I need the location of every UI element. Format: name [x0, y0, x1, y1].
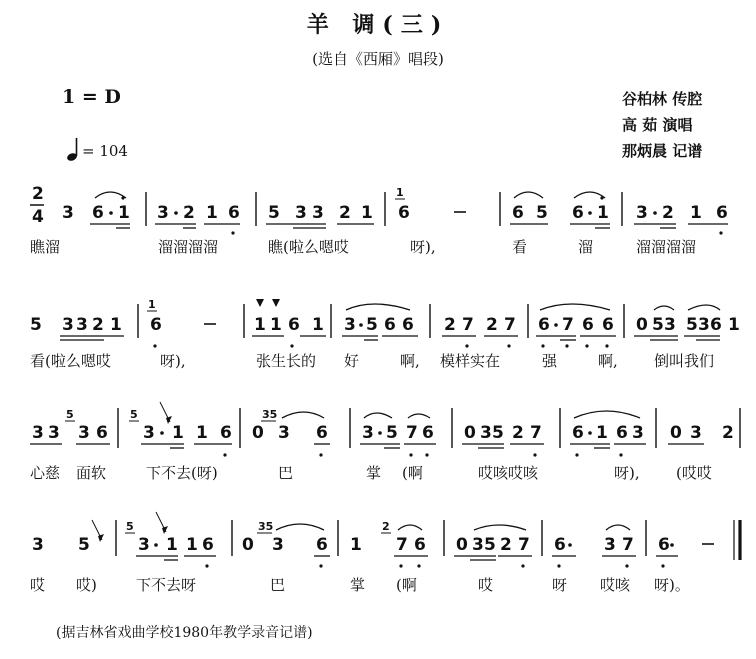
svg-text:3: 3	[76, 315, 88, 335]
svg-text:2: 2	[382, 520, 390, 533]
svg-text:1: 1	[728, 315, 740, 335]
lyric-text: 下不去(呀)	[146, 464, 218, 482]
svg-text:1: 1	[350, 535, 362, 555]
svg-text:3: 3	[344, 315, 356, 335]
key-signature: 1 = D	[62, 86, 121, 108]
svg-text:7: 7	[562, 315, 574, 335]
svg-text:6: 6	[422, 423, 434, 443]
svg-text:6: 6	[616, 423, 628, 443]
svg-text:6: 6	[554, 535, 566, 555]
svg-text:5: 5	[484, 535, 496, 555]
svg-text:7: 7	[518, 535, 530, 555]
lyric-text: 掌	[350, 576, 366, 594]
svg-text:6: 6	[220, 423, 232, 443]
svg-text:5: 5	[268, 203, 280, 223]
svg-text:3: 3	[472, 535, 484, 555]
svg-text:1: 1	[196, 423, 208, 443]
svg-text:3: 3	[362, 423, 374, 443]
svg-text:1: 1	[312, 315, 324, 335]
svg-text:3: 3	[32, 423, 44, 443]
lyric-text: 呀	[552, 576, 568, 594]
svg-text:5: 5	[130, 408, 138, 421]
svg-text:2: 2	[486, 315, 498, 335]
lyric-text: 面软	[76, 464, 107, 482]
svg-text:5: 5	[686, 315, 698, 335]
svg-text:6: 6	[316, 423, 328, 443]
svg-text:3: 3	[632, 423, 644, 443]
svg-text:0: 0	[670, 423, 682, 443]
lyric-text: 哎	[30, 576, 46, 594]
lyric-text: 模样实在	[440, 352, 501, 370]
svg-text:3: 3	[32, 535, 44, 555]
svg-text:5: 5	[126, 520, 134, 533]
svg-text:6: 6	[384, 315, 396, 335]
svg-text:5: 5	[652, 315, 664, 335]
svg-text:35: 35	[262, 408, 278, 421]
lyric-text: 呀)。	[654, 576, 690, 594]
svg-text:6: 6	[602, 315, 614, 335]
lyric-text: 张生长的	[256, 352, 317, 370]
lyric-text: 溜溜溜溜	[636, 238, 697, 256]
svg-text:6: 6	[716, 203, 728, 223]
svg-text:6: 6	[402, 315, 414, 335]
svg-text:5: 5	[78, 535, 90, 555]
lyric-text: 瞧(啦么嗯哎	[268, 238, 349, 256]
credit-performer: 高 茹 演唱	[622, 116, 693, 134]
svg-text:7: 7	[504, 315, 516, 335]
svg-text:6: 6	[228, 203, 240, 223]
svg-text:3: 3	[312, 203, 324, 223]
svg-text:2: 2	[512, 423, 524, 443]
svg-text:2: 2	[92, 315, 104, 335]
svg-text:6: 6	[414, 535, 426, 555]
svg-text:7: 7	[622, 535, 634, 555]
svg-text:6: 6	[572, 203, 584, 223]
svg-text:6: 6	[398, 203, 410, 223]
lyric-text: (哎哎	[676, 464, 712, 482]
lyric-text: 强	[542, 352, 558, 370]
svg-text:6: 6	[92, 203, 104, 223]
svg-text:5: 5	[536, 203, 548, 223]
lyric-text: 看	[512, 238, 528, 256]
svg-text:3: 3	[48, 423, 60, 443]
svg-text:6: 6	[658, 535, 670, 555]
piece-subtitle: (选自《西厢》唱段)	[312, 50, 444, 68]
svg-text:5: 5	[386, 423, 398, 443]
svg-text:3: 3	[480, 423, 492, 443]
lyric-text: 啊,	[400, 352, 420, 370]
lyric-text: (啊	[396, 576, 417, 594]
svg-text:7: 7	[406, 423, 418, 443]
time-sig-bottom: 4	[32, 207, 44, 227]
svg-text:1: 1	[396, 186, 404, 199]
credit-transcriber: 那炳晨 记谱	[622, 142, 703, 160]
svg-text:1: 1	[110, 315, 122, 335]
svg-text:2: 2	[500, 535, 512, 555]
svg-text:1: 1	[361, 203, 373, 223]
svg-text:6: 6	[288, 315, 300, 335]
svg-text:3: 3	[636, 203, 648, 223]
lyric-text: 巴	[270, 576, 286, 594]
svg-text:3: 3	[157, 203, 169, 223]
svg-text:0: 0	[464, 423, 476, 443]
svg-text:5: 5	[492, 423, 504, 443]
lyric-text: 心慈	[30, 464, 61, 482]
svg-text:3: 3	[690, 423, 702, 443]
lyric-text: (啊	[402, 464, 423, 482]
svg-text:5: 5	[66, 408, 74, 421]
piece-title: 羊 调(三)	[306, 12, 450, 38]
lyric-text: 啊,	[598, 352, 618, 370]
svg-text:3: 3	[138, 535, 150, 555]
svg-text:3: 3	[698, 315, 710, 335]
credit-arranger: 谷柏林 传腔	[622, 90, 703, 108]
lyric-text: 巴	[278, 464, 294, 482]
svg-text:3: 3	[295, 203, 307, 223]
svg-text:1: 1	[254, 315, 266, 335]
svg-text:1: 1	[118, 203, 130, 223]
svg-text:2: 2	[722, 423, 734, 443]
lyric-text: 哎	[478, 576, 494, 594]
svg-text:3: 3	[278, 423, 290, 443]
lyric-text: 溜	[578, 238, 594, 256]
svg-text:6: 6	[512, 203, 524, 223]
svg-text:1: 1	[206, 203, 218, 223]
lyric-text: 哎)	[76, 576, 97, 594]
svg-text:1: 1	[690, 203, 702, 223]
lyric-text: 呀),	[410, 238, 436, 256]
lyric-text: 好	[344, 352, 360, 370]
svg-text:2: 2	[444, 315, 456, 335]
svg-text:1: 1	[596, 423, 608, 443]
lyric-text: 哎咳	[600, 576, 631, 594]
svg-text:1: 1	[186, 535, 198, 555]
lyric-text: 倒叫我们	[654, 352, 715, 370]
svg-text:1: 1	[172, 423, 184, 443]
lyric-text: 看(啦么嗯哎	[30, 352, 111, 370]
svg-text:5: 5	[366, 315, 378, 335]
svg-text:1: 1	[166, 535, 178, 555]
lyric-text: 掌	[366, 464, 382, 482]
svg-text:3: 3	[272, 535, 284, 555]
time-sig-top: 2	[32, 184, 44, 204]
svg-text:7: 7	[462, 315, 474, 335]
svg-text:0: 0	[636, 315, 648, 335]
svg-text:6: 6	[710, 315, 722, 335]
svg-text:0: 0	[242, 535, 254, 555]
svg-text:3: 3	[664, 315, 676, 335]
svg-text:1: 1	[597, 203, 609, 223]
lyric-text: 溜溜溜溜	[158, 238, 219, 256]
lyric-text: 呀),	[614, 464, 640, 482]
svg-text:0: 0	[456, 535, 468, 555]
svg-text:3: 3	[62, 203, 74, 223]
svg-text:3: 3	[78, 423, 90, 443]
svg-text:6: 6	[96, 423, 108, 443]
svg-text:3: 3	[62, 315, 74, 335]
svg-text:5: 5	[30, 315, 42, 335]
lyric-text: 呀),	[160, 352, 186, 370]
source-note: (据吉林省戏曲学校1980年教学录音记谱)	[56, 625, 313, 641]
svg-text:1: 1	[270, 315, 282, 335]
svg-text:0: 0	[252, 423, 264, 443]
svg-text:6: 6	[316, 535, 328, 555]
lyric-text: 下不去呀	[136, 576, 197, 594]
svg-text:7: 7	[396, 535, 408, 555]
svg-text:6: 6	[202, 535, 214, 555]
svg-text:3: 3	[604, 535, 616, 555]
svg-text:7: 7	[530, 423, 542, 443]
svg-text:2: 2	[662, 203, 674, 223]
lyric-text: 哎咳哎咳	[478, 464, 539, 482]
tempo-value: = 104	[82, 142, 128, 160]
svg-text:6: 6	[538, 315, 550, 335]
svg-text:6: 6	[582, 315, 594, 335]
svg-text:3: 3	[143, 423, 155, 443]
svg-text:2: 2	[339, 203, 351, 223]
svg-text:1: 1	[148, 298, 156, 311]
svg-text:2: 2	[183, 203, 195, 223]
svg-text:6: 6	[572, 423, 584, 443]
svg-text:35: 35	[258, 520, 274, 533]
lyric-text: 瞧溜	[30, 238, 61, 256]
svg-text:6: 6	[150, 315, 162, 335]
